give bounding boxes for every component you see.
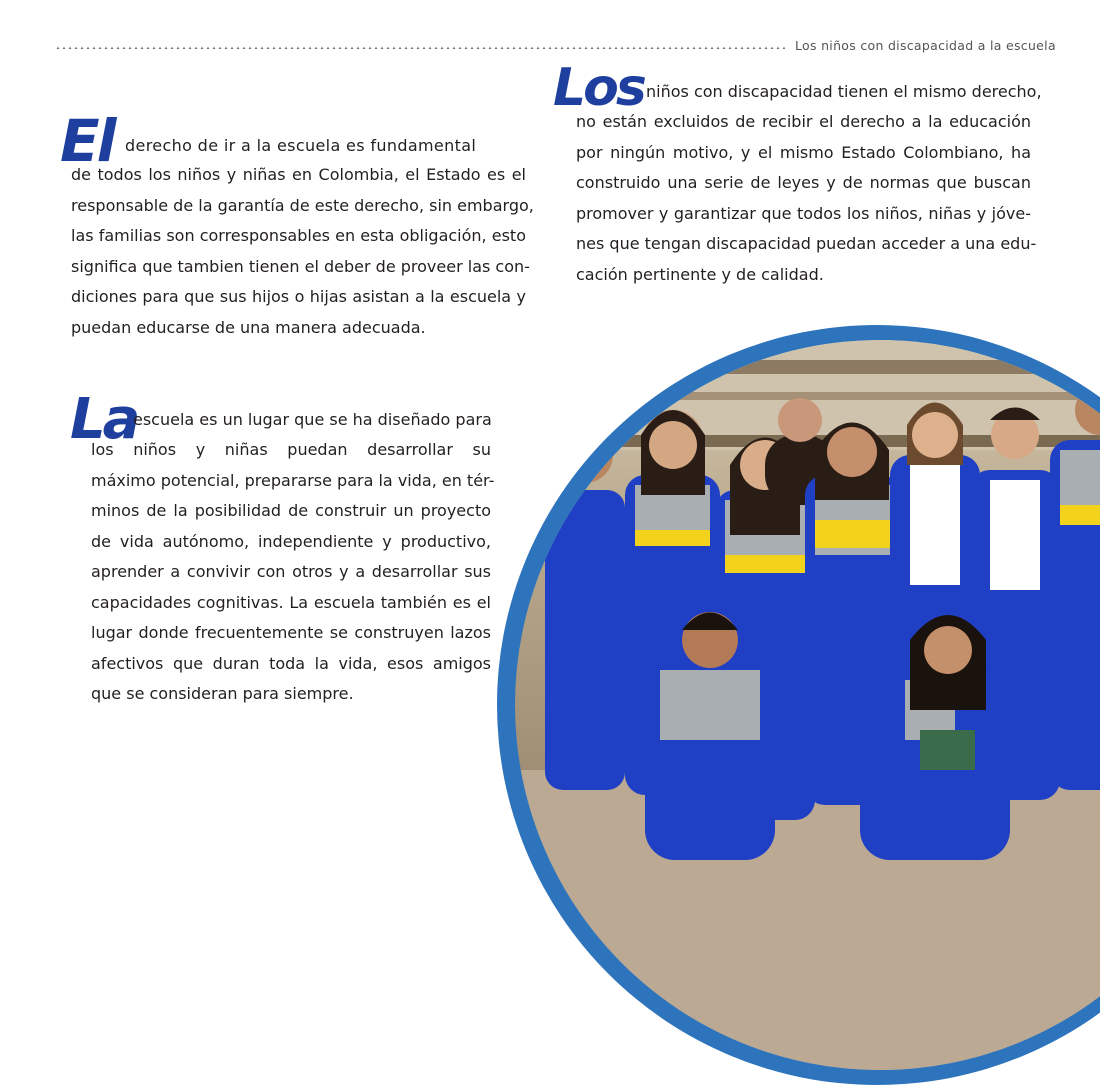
paragraph-2-body: los niños y niñas puedan desarrollar su máximo potencial, prepararse para la vida, en tér- minos de la posibilidad de construir un proyecto de vida autónomo, independiente y productivo, aprender a convivir con otros y a desarrollar sus capacidades cognitivas. La escuela también es el lugar donde frecuentemente se construyen lazos afectivos que duran toda la vida, esos amigos que se consideran para siempre. — [91, 440, 495, 703]
paragraph-2-first-line: escuela es un lugar que se ha diseñado para — [133, 410, 492, 429]
dropcap-la: La — [70, 387, 138, 452]
header-dotted-rule — [55, 47, 785, 49]
dropcap-el: El — [60, 107, 114, 175]
right-paragraph-first-line: niños con discapacidad tienen el mismo derecho, — [646, 82, 1042, 101]
dropcap-los: Los — [553, 58, 644, 118]
right-paragraph-body: no están excluidos de recibir el derecho a la educación por ningún motivo, y el mismo Estado Colombiano, ha construido una serie de leyes y de normas que buscan promover y garantizar que todos los niños, niñas y jóve- nes que tengan discapacidad puedan acceder a una edu- cación pertinente y de calidad. — [576, 112, 1037, 284]
running-header: Los niños con discapacidad a la escuela — [795, 38, 1056, 53]
paragraph-1-body: de todos los niños y niñas en Colombia, el Estado es el responsable de la garantía de este derecho, sin embargo, las familias son corresponsables en esta obligación, esto significa que tambien tienen el deber de proveer las con- diciones para que sus hijos o hijas asistan a la escuela y puedan educarse de una manera adecuada. — [71, 165, 534, 337]
paragraph-1-first-line: derecho de ir a la escuela es fundamental — [125, 136, 477, 155]
